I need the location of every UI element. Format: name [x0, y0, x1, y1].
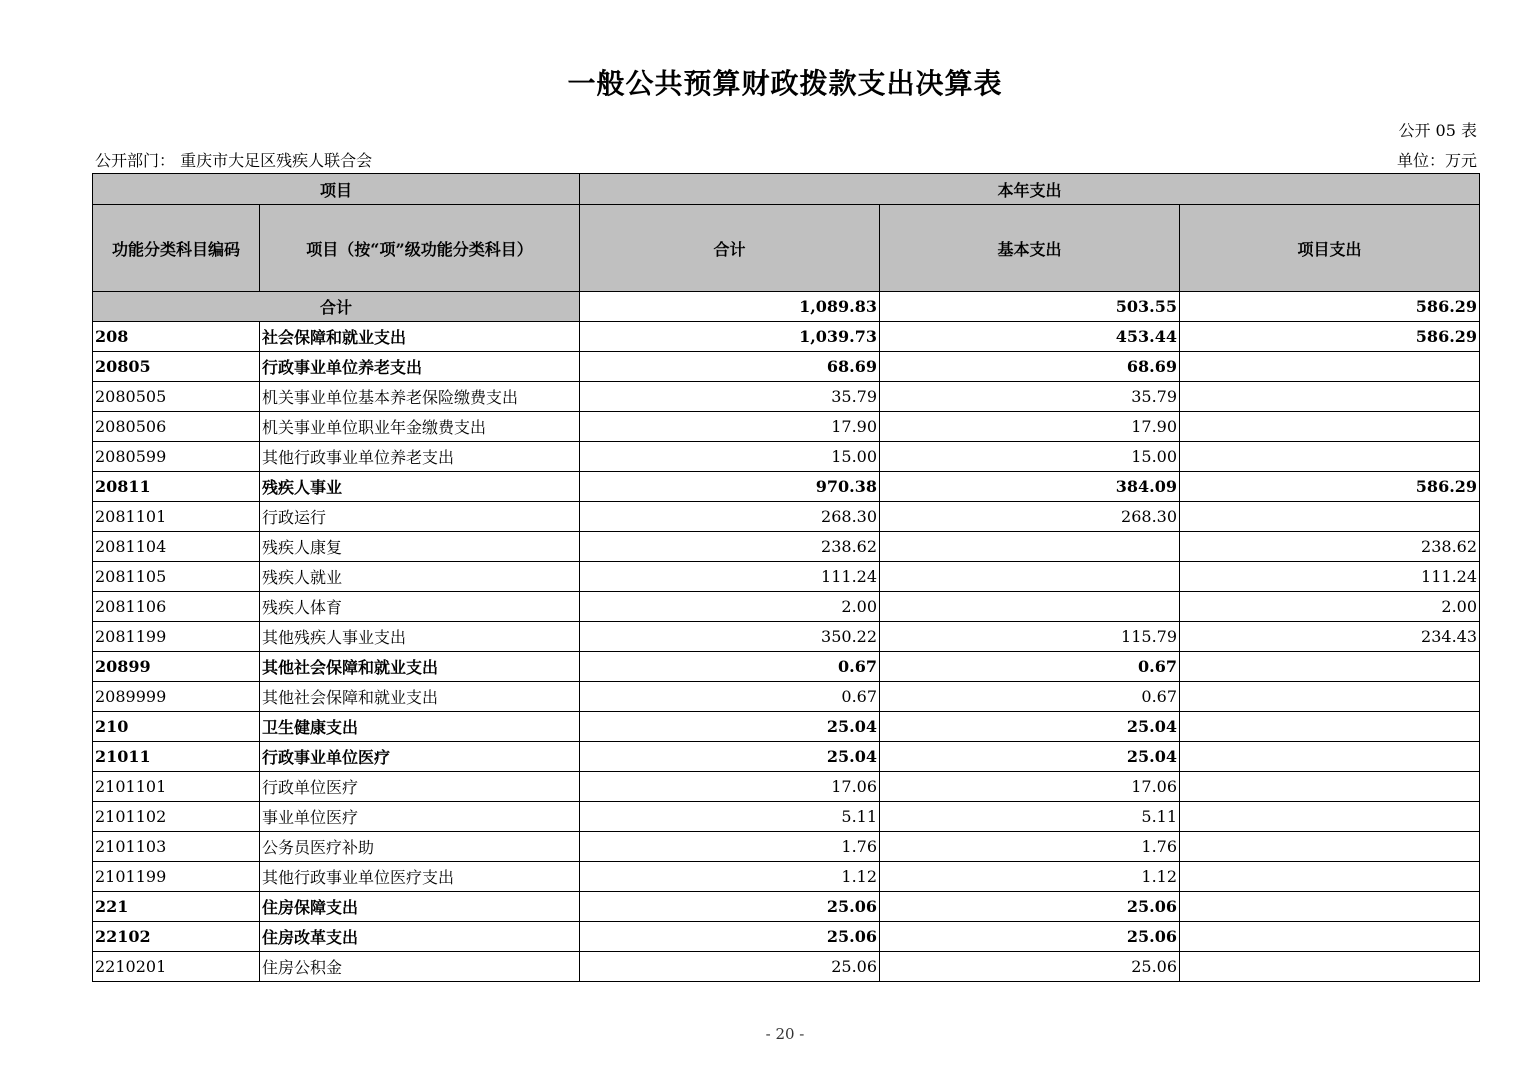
- table-row: [93, 652, 1480, 682]
- cell-name: 机关事业单位基本养老保险缴费支出: [260, 382, 580, 412]
- cell-total: 350.22: [580, 622, 880, 652]
- cell-basic: [880, 562, 1180, 592]
- cell-name: 残疾人事业: [260, 472, 580, 502]
- cell-total: 0.67: [580, 682, 880, 712]
- table-row: [93, 862, 1480, 892]
- cell-total: 68.69: [580, 352, 880, 382]
- cell-code: 2210201: [93, 952, 260, 982]
- page-title: 一般公共预算财政拨款支出决算表: [567, 67, 1003, 100]
- cell-name: 残疾人体育: [260, 592, 580, 622]
- cell-total: 25.06: [580, 892, 880, 922]
- cell-name: 机关事业单位职业年金缴费支出: [260, 412, 580, 442]
- cell-proj: [1180, 502, 1480, 532]
- cell-basic: 1.76: [880, 832, 1180, 862]
- cell-total: 25.04: [580, 742, 880, 772]
- cell-proj: [1180, 382, 1480, 412]
- cell-total: 268.30: [580, 502, 880, 532]
- table-row: [93, 592, 1480, 622]
- cell-code: 208: [93, 322, 260, 352]
- cell-total: 25.06: [580, 922, 880, 952]
- cell-basic: 35.79: [880, 382, 1180, 412]
- table-row: [93, 472, 1480, 502]
- cell-total: 25.06: [580, 952, 880, 982]
- table-row: [93, 382, 1480, 412]
- header-project: 项目: [93, 174, 580, 205]
- cell-basic: 5.11: [880, 802, 1180, 832]
- cell-proj: 111.24: [1180, 562, 1480, 592]
- cell-code: 2081106: [93, 592, 260, 622]
- cell-code: 2101199: [93, 862, 260, 892]
- total-cell-total: 1,089.83: [580, 292, 880, 322]
- expenditure-table: [92, 173, 1480, 982]
- total-row: [93, 292, 1480, 322]
- cell-basic: 25.04: [880, 712, 1180, 742]
- cell-basic: 17.06: [880, 772, 1180, 802]
- cell-total: 5.11: [580, 802, 880, 832]
- cell-code: 2101103: [93, 832, 260, 862]
- header-item: 项目（按“项”级功能分类科目）: [260, 205, 580, 292]
- cell-total: 111.24: [580, 562, 880, 592]
- table-row: [93, 832, 1480, 862]
- cell-basic: 1.12: [880, 862, 1180, 892]
- cell-proj: [1180, 742, 1480, 772]
- cell-total: 238.62: [580, 532, 880, 562]
- table-row: [93, 712, 1480, 742]
- table-row: [93, 502, 1480, 532]
- cell-code: 221: [93, 892, 260, 922]
- cell-name: 公务员医疗补助: [260, 832, 580, 862]
- cell-code: 2089999: [93, 682, 260, 712]
- cell-name: 行政事业单位医疗: [260, 742, 580, 772]
- cell-code: 2080505: [93, 382, 260, 412]
- cell-basic: 25.06: [880, 892, 1180, 922]
- cell-proj: [1180, 712, 1480, 742]
- table-row: [93, 892, 1480, 922]
- cell-name: 其他社会保障和就业支出: [260, 682, 580, 712]
- cell-name: 住房保障支出: [260, 892, 580, 922]
- cell-proj: [1180, 892, 1480, 922]
- cell-code: 20805: [93, 352, 260, 382]
- table-row: [93, 622, 1480, 652]
- table-row: [93, 352, 1480, 382]
- cell-total: 25.04: [580, 712, 880, 742]
- cell-name: 住房改革支出: [260, 922, 580, 952]
- cell-basic: 25.06: [880, 922, 1180, 952]
- cell-basic: 0.67: [880, 652, 1180, 682]
- total-cell-basic: 503.55: [880, 292, 1180, 322]
- cell-name: 残疾人康复: [260, 532, 580, 562]
- cell-total: 17.90: [580, 412, 880, 442]
- table-row: [93, 322, 1480, 352]
- header-row-2: [93, 205, 1480, 292]
- cell-proj: [1180, 352, 1480, 382]
- cell-code: 2101102: [93, 802, 260, 832]
- cell-proj: [1180, 952, 1480, 982]
- cell-code: 2080599: [93, 442, 260, 472]
- table-row: [93, 532, 1480, 562]
- total-label: 合计: [93, 292, 580, 322]
- cell-total: 1.12: [580, 862, 880, 892]
- cell-code: 2081104: [93, 532, 260, 562]
- cell-proj: [1180, 862, 1480, 892]
- cell-proj: 586.29: [1180, 322, 1480, 352]
- cell-total: 2.00: [580, 592, 880, 622]
- page-number: - 20 -: [765, 1025, 805, 1043]
- cell-name: 其他行政事业单位医疗支出: [260, 862, 580, 892]
- cell-name: 其他残疾人事业支出: [260, 622, 580, 652]
- cell-code: 210: [93, 712, 260, 742]
- cell-proj: [1180, 832, 1480, 862]
- table-row: [93, 802, 1480, 832]
- table-row: [93, 682, 1480, 712]
- unit-label: 单位：万元: [1396, 151, 1477, 170]
- cell-basic: 17.90: [880, 412, 1180, 442]
- cell-name: 残疾人就业: [260, 562, 580, 592]
- cell-code: 2101101: [93, 772, 260, 802]
- header-total: 合计: [580, 205, 880, 292]
- cell-basic: 25.04: [880, 742, 1180, 772]
- cell-total: 970.38: [580, 472, 880, 502]
- cell-basic: 268.30: [880, 502, 1180, 532]
- cell-proj: [1180, 772, 1480, 802]
- table-row: [93, 562, 1480, 592]
- department-line: [95, 148, 372, 171]
- table-row: [93, 922, 1480, 952]
- cell-code: 22102: [93, 922, 260, 952]
- cell-basic: [880, 592, 1180, 622]
- cell-name: 事业单位医疗: [260, 802, 580, 832]
- header-code: 功能分类科目编码: [93, 205, 260, 292]
- cell-code: 21011: [93, 742, 260, 772]
- cell-code: 2081199: [93, 622, 260, 652]
- cell-name: 其他社会保障和就业支出: [260, 652, 580, 682]
- department-name: 重庆市大足区残疾人联合会: [180, 151, 373, 170]
- cell-total: 1.76: [580, 832, 880, 862]
- department-label: 公开部门：: [95, 151, 176, 170]
- cell-code: 20899: [93, 652, 260, 682]
- cell-proj: [1180, 802, 1480, 832]
- cell-total: 17.06: [580, 772, 880, 802]
- table-row: [93, 772, 1480, 802]
- cell-total: 15.00: [580, 442, 880, 472]
- cell-basic: [880, 532, 1180, 562]
- cell-proj: [1180, 412, 1480, 442]
- cell-proj: [1180, 922, 1480, 952]
- cell-code: 2081101: [93, 502, 260, 532]
- cell-name: 社会保障和就业支出: [260, 322, 580, 352]
- cell-name: 其他行政事业单位养老支出: [260, 442, 580, 472]
- header-basic: 基本支出: [880, 205, 1180, 292]
- cell-name: 行政单位医疗: [260, 772, 580, 802]
- cell-basic: 25.06: [880, 952, 1180, 982]
- cell-code: 2080506: [93, 412, 260, 442]
- cell-basic: 453.44: [880, 322, 1180, 352]
- cell-name: 住房公积金: [260, 952, 580, 982]
- cell-basic: 68.69: [880, 352, 1180, 382]
- cell-basic: 115.79: [880, 622, 1180, 652]
- header-this-year: 本年支出: [580, 174, 1480, 205]
- cell-total: 1,039.73: [580, 322, 880, 352]
- cell-code: 2081105: [93, 562, 260, 592]
- table-row: [93, 442, 1480, 472]
- cell-basic: 384.09: [880, 472, 1180, 502]
- cell-name: 行政事业单位养老支出: [260, 352, 580, 382]
- cell-name: 卫生健康支出: [260, 712, 580, 742]
- cell-proj: [1180, 442, 1480, 472]
- cell-code: 20811: [93, 472, 260, 502]
- cell-total: 0.67: [580, 652, 880, 682]
- cell-name: 行政运行: [260, 502, 580, 532]
- table-row: [93, 952, 1480, 982]
- cell-basic: 15.00: [880, 442, 1180, 472]
- table-row: [93, 412, 1480, 442]
- cell-proj: 234.43: [1180, 622, 1480, 652]
- cell-proj: 586.29: [1180, 472, 1480, 502]
- table-row: [93, 742, 1480, 772]
- header-proj: 项目支出: [1180, 205, 1480, 292]
- cell-proj: 238.62: [1180, 532, 1480, 562]
- header-row-1: [93, 174, 1480, 205]
- cell-total: 35.79: [580, 382, 880, 412]
- cell-proj: [1180, 652, 1480, 682]
- cell-basic: 0.67: [880, 682, 1180, 712]
- cell-proj: [1180, 682, 1480, 712]
- total-cell-proj: 586.29: [1180, 292, 1480, 322]
- form-number: 公开 05 表: [1398, 121, 1477, 140]
- cell-proj: 2.00: [1180, 592, 1480, 622]
